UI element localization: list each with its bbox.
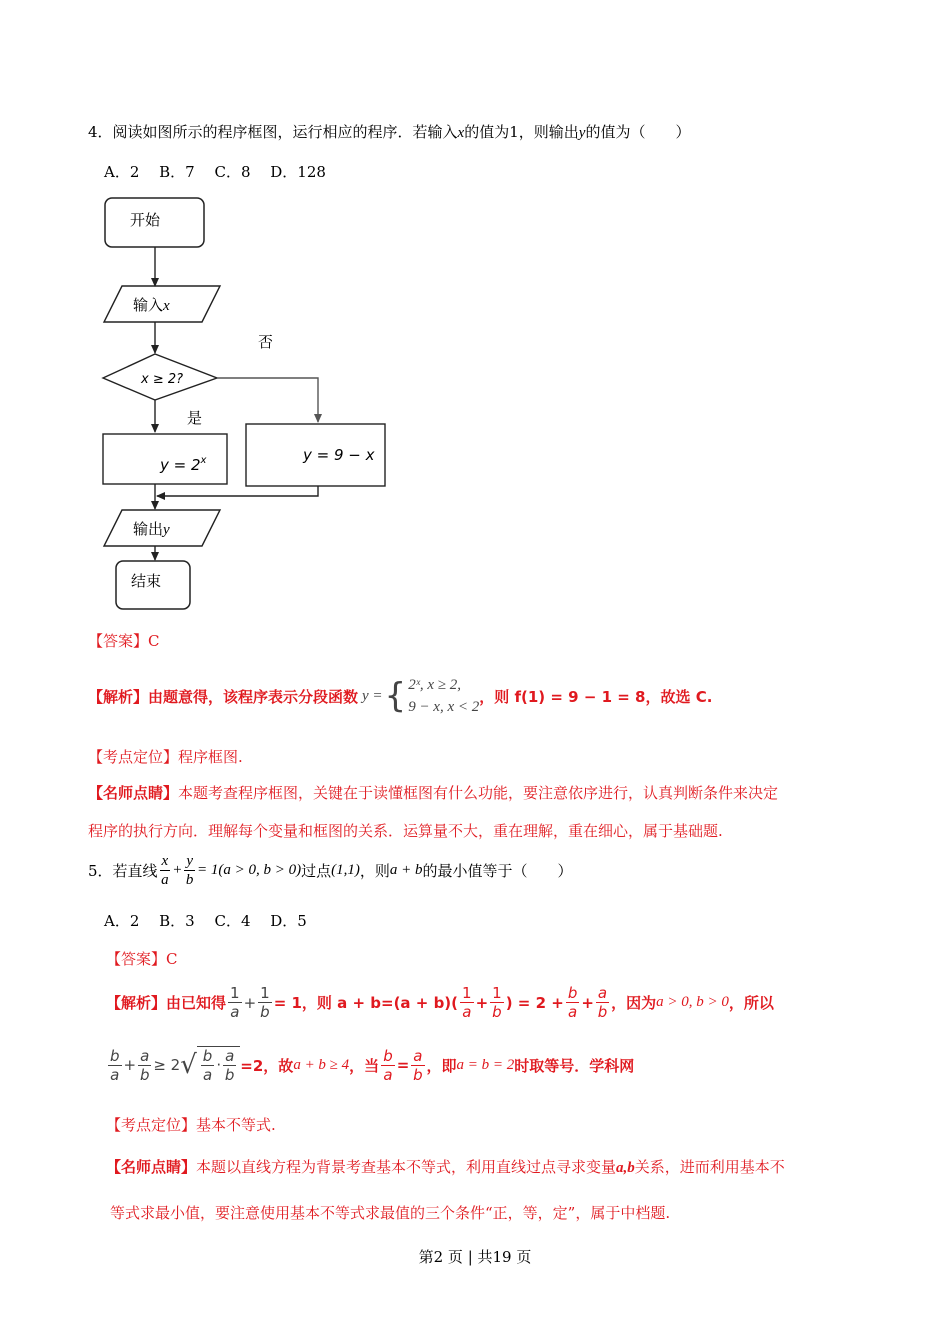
- q5-kp: 【考点定位】基本不等式.: [106, 1116, 276, 1134]
- flow-input-var: x: [163, 298, 170, 314]
- page-footer: 第2 页 | 共19 页: [418, 1248, 532, 1266]
- flow-start-label: 开始: [130, 211, 161, 229]
- flowchart: [95, 190, 395, 615]
- flow-yes-label: 是: [187, 409, 203, 427]
- q5-options: A．2 B．3 C．4 D．5: [104, 912, 307, 930]
- svg-text:输入x: [133, 296, 170, 314]
- flow-yes-exponent: x: [200, 455, 207, 466]
- flow-condition-label: x ≥ 2?: [141, 372, 184, 387]
- q5-analysis-line2: $\frac{b}{a}$ + $\frac{a}{b}$ ≥ 2 √ $\frac{b}{a}$ · $\frac{a}{b}$ =2，故 a + b ≥ 4 ，当 $\frac{b}{a}$ = $\frac{a}{b}$ ，即 a = b = 2 时取等号．学科网: [110, 1046, 635, 1084]
- q4-options: A．2 B．7 C．8 D．128: [104, 163, 326, 181]
- q5-stem: 5．若直线 $\frac{x}{a}$ + $\frac{y}{b}$ = 1(a > 0, b > 0) 过点 (1,1) ，则 a + b 的最小值等于（ ）: [88, 853, 573, 888]
- flow-end-label: 结束: [131, 572, 162, 590]
- q4-answer: 【答案】C: [88, 632, 160, 650]
- q4-kp: 【考点定位】程序框图.: [88, 748, 243, 766]
- flow-no-formula: y = 9 − x: [303, 446, 375, 464]
- svg-text:输出y: [133, 520, 170, 538]
- q4-analysis: 【解析】由题意得，该程序表示分段函数 y = { 2ˣ, x ≥ 2, 9 − x, x < 2 ，则 f(1) = 9 − 1 = 8，故选 C.: [88, 676, 713, 716]
- flow-no-label: 否: [258, 333, 274, 351]
- q4-piece1: 2ˣ, x ≥ 2,: [408, 677, 462, 693]
- q5-answer: 【答案】C: [106, 950, 178, 968]
- flow-yes-formula: y = 2: [160, 456, 201, 474]
- q4-tip-line2: 程序的执行方向．理解每个变量和框图的关系．运算量不大，重在理解，重在细心，属于基础题.: [88, 822, 723, 840]
- svg-text:y = 2x: [159, 455, 207, 474]
- q5-tip-line2: 等式求最小值，要注意使用基本不等式求最值的三个条件“正，等，定”，属于中档题.: [110, 1204, 671, 1222]
- q4-stem: 4．阅读如图所示的程序框图，运行相应的程序．若输入x的值为1，则输出y的值为（ ）: [88, 123, 691, 141]
- flow-output-label: 输出: [133, 520, 164, 538]
- q5-tip: 【名师点睛】本题以直线方程为背景考查基本不等式，利用直线过点寻求变量a,b关系，进而利用基本不: [106, 1158, 785, 1176]
- q4-tip: 【名师点睛】本题考查程序框图，关键在于读懂框图有什么功能，要注意依序进行，认真判断条件来决定: [88, 784, 779, 802]
- q4-piece2: 9 − x, x < 2: [408, 699, 480, 715]
- flow-output-var: y: [163, 522, 170, 538]
- flow-input-label: 输入: [133, 296, 164, 314]
- q5-analysis: 【解析】由已知得 $\frac{1}{a}$ + $\frac{1}{b}$ = 1，则 a + b=(a + b)( $\frac{1}{a}$ + $\frac{1}{b}$ ) = 2 + $\frac{b}{a}$ + $\frac{a}{b}$ ，因为 a > 0, b > 0 ，所以: [106, 984, 774, 1021]
